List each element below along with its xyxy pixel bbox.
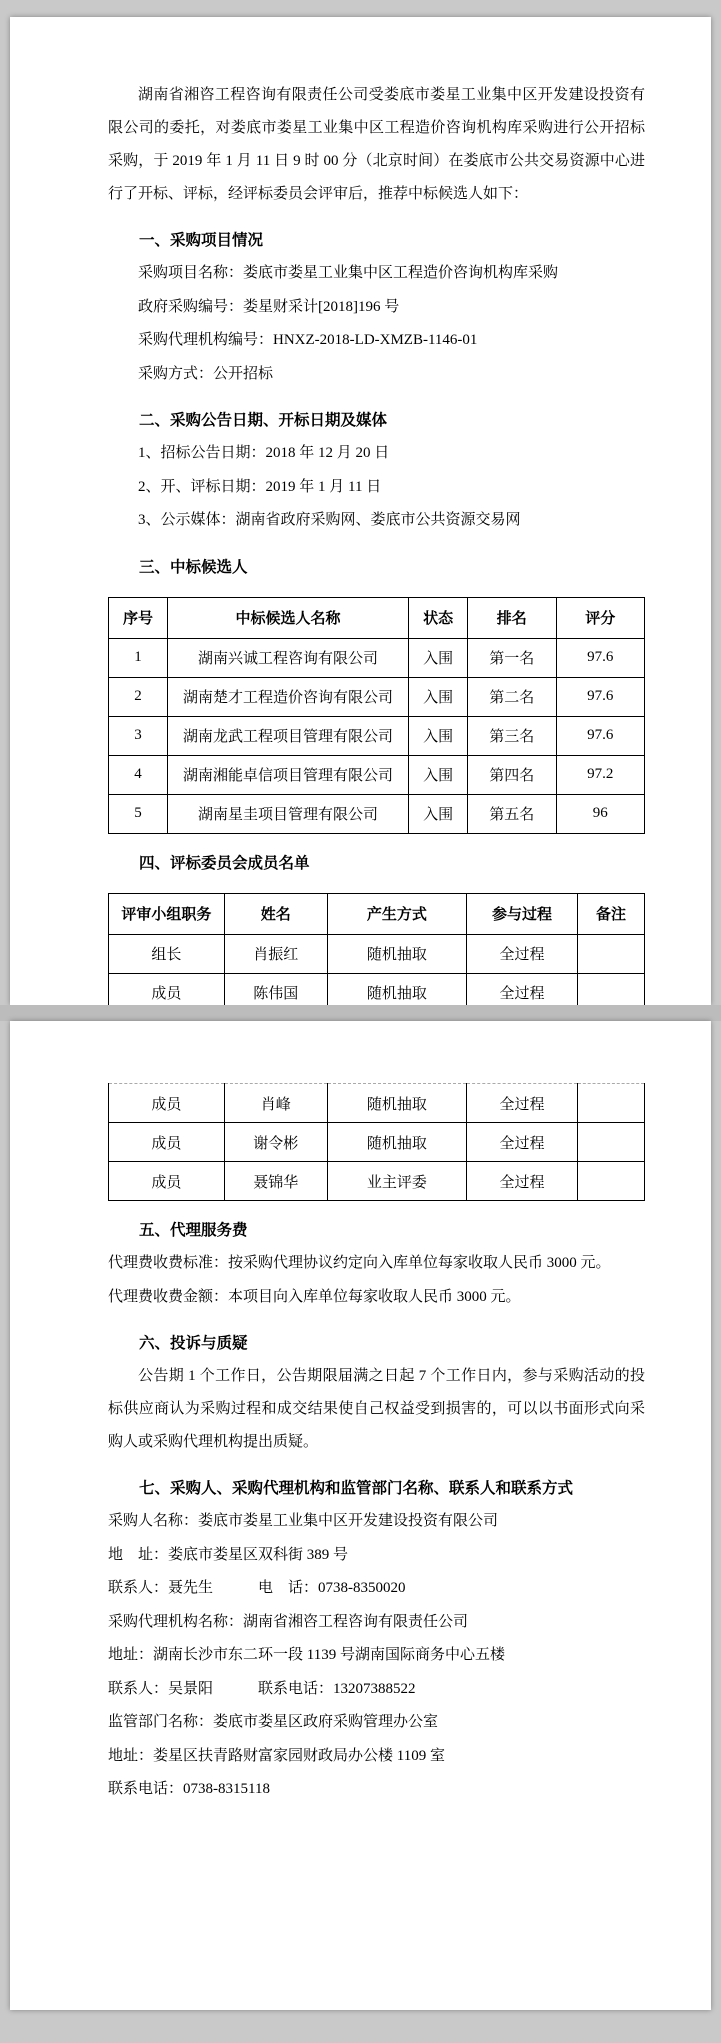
- cell-rank: 第五名: [468, 794, 556, 833]
- candidate-row: [109, 677, 645, 716]
- cell-status: 入围: [409, 638, 468, 677]
- cell-participation: 全过程: [467, 973, 578, 1005]
- cell-role: 成员: [109, 1162, 225, 1201]
- cell-method: 业主评委: [327, 1162, 466, 1201]
- col-header-rank: 排名: [468, 597, 556, 638]
- procurement-method-line: 采购方式：公开招标: [138, 365, 274, 382]
- committee-row: [109, 973, 645, 1005]
- cell-score: 97.6: [556, 638, 644, 677]
- cell-rank: 第一名: [468, 638, 556, 677]
- section-6-heading: 六、投诉与质疑: [139, 1335, 248, 1352]
- announce-date-line: 1、招标公告日期：2018 年 12 月 20 日: [138, 445, 390, 461]
- regulator-address-line: 地址：娄星区扶青路财富家园财政局办公楼 1109 室: [108, 1747, 445, 1764]
- cell-score: 96: [556, 794, 644, 833]
- agency-contact-line: 联系人：吴景阳 联系电话：13207388522: [108, 1680, 416, 1697]
- agency-name-line: 采购代理机构名称：湖南省湘咨工程咨询有限责任公司: [108, 1613, 469, 1630]
- cell-role: 成员: [109, 1123, 225, 1162]
- cell-seq: 3: [109, 716, 168, 755]
- page-2-content: [10, 1021, 711, 1807]
- cell-remark: [577, 1162, 644, 1201]
- cell-rank: 第四名: [468, 755, 556, 794]
- section-2-heading: 二、采购公告日期、开标日期及媒体: [139, 412, 388, 429]
- agency-no-line: 采购代理机构编号：HNXZ-2018-LD-XMZB-1146-01: [138, 332, 478, 348]
- cell-rank: 第二名: [468, 677, 556, 716]
- committee-row: [109, 1123, 645, 1162]
- col-header-name: 姓名: [224, 893, 327, 934]
- purchaser-address-line: 地 址：娄底市娄星区双科街 389 号: [108, 1546, 349, 1563]
- document-page-1: [10, 17, 711, 1005]
- agency-fee-standard-line: 代理费收费标准：按采购代理协议约定向入库单位每家收取人民币 3000 元。: [108, 1255, 611, 1271]
- project-name-line: 采购项目名称：娄底市娄星工业集中区工程造价咨询机构库采购: [138, 265, 559, 281]
- col-header-method: 产生方式: [327, 893, 466, 934]
- cell-rank: 第三名: [468, 716, 556, 755]
- cell-seq: 4: [109, 755, 168, 794]
- cell-method: 随机抽取: [327, 1084, 466, 1123]
- col-header-candidate-name: 中标候选人名称: [167, 597, 408, 638]
- cell-method: 随机抽取: [327, 973, 466, 1005]
- committee-row: [109, 1084, 645, 1123]
- cell-status: 入围: [409, 677, 468, 716]
- cell-name: 聂锦华: [224, 1162, 327, 1201]
- section-4-heading: 四、评标委员会成员名单: [139, 854, 310, 872]
- committee-table-continued: [108, 1083, 645, 1201]
- committee-row: [109, 1162, 645, 1201]
- cell-remark: [577, 973, 644, 1005]
- section-7-heading: 七、采购人、采购代理机构和监管部门名称、联系人和联系方式: [139, 1480, 574, 1497]
- col-header-role: 评审小组职务: [109, 893, 225, 934]
- col-header-status: 状态: [409, 597, 468, 638]
- bid-open-date-line: 2、开、评标日期：2019 年 1 月 11 日: [138, 478, 382, 495]
- cell-seq: 5: [109, 794, 168, 833]
- cell-role: 成员: [109, 973, 225, 1005]
- intro-paragraph: 湖南省湘咨工程咨询有限责任公司受娄底市娄星工业集中区开发建设投资有限公司的委托，对娄底市娄星工业集中区工程造价咨询机构库采购进行公开招标采购，于 2019 年 1 月 11 日 9 时 00 分（北京时间）在娄底市公共交易资源中心进行了开标、评标，经评标委员会评审后，推荐中标候选人如下：: [108, 87, 645, 202]
- cell-candidate-name: 湖南兴诚工程咨询有限公司: [167, 638, 408, 677]
- cell-method: 随机抽取: [327, 1123, 466, 1162]
- media-line: 3、公示媒体：湖南省政府采购网、娄底市公共资源交易网: [138, 512, 521, 528]
- committee-table: [108, 893, 645, 1006]
- document-page-2: [10, 1021, 711, 2010]
- cell-score: 97.2: [556, 755, 644, 794]
- cell-method: 随机抽取: [327, 934, 466, 973]
- document-viewer: [0, 17, 721, 2010]
- cell-candidate-name: 湖南湘能卓信项目管理有限公司: [167, 755, 408, 794]
- candidates-table: [108, 597, 645, 834]
- cell-role: 组长: [109, 934, 225, 973]
- cell-seq: 1: [109, 638, 168, 677]
- page-gap: [0, 1005, 721, 1021]
- cell-role: 成员: [109, 1084, 225, 1123]
- section-3-heading: 三、中标候选人: [139, 558, 248, 576]
- cell-candidate-name: 湖南楚才工程造价咨询有限公司: [167, 677, 408, 716]
- cell-score: 97.6: [556, 716, 644, 755]
- complaint-paragraph: 公告期 1 个工作日，公告期限届满之日起 7 个工作日内，参与采购活动的投标供应商认为采购过程和成交结果使自己权益受到损害的，可以以书面形式向采购人或采购代理机构提出质疑。: [108, 1368, 645, 1450]
- cell-participation: 全过程: [467, 1123, 578, 1162]
- purchaser-name-line: 采购人名称：娄底市娄星工业集中区开发建设投资有限公司: [108, 1513, 499, 1529]
- agency-fee-amount-line: 代理费收费金额：本项目向入库单位每家收取人民币 3000 元。: [108, 1288, 521, 1305]
- cell-remark: [577, 1084, 644, 1123]
- col-header-participation: 参与过程: [467, 893, 578, 934]
- cell-candidate-name: 湖南龙武工程项目管理有限公司: [167, 716, 408, 755]
- cell-name: 陈伟国: [224, 973, 327, 1005]
- col-header-remark: 备注: [577, 893, 644, 934]
- cell-remark: [577, 1123, 644, 1162]
- cell-participation: 全过程: [467, 934, 578, 973]
- regulator-phone-line: 联系电话：0738-8315118: [108, 1781, 270, 1797]
- candidates-header-row: [109, 597, 645, 638]
- col-header-score: 评分: [556, 597, 644, 638]
- candidate-row: [109, 638, 645, 677]
- cell-seq: 2: [109, 677, 168, 716]
- section-5-heading: 五、代理服务费: [139, 1222, 248, 1239]
- cell-name: 肖振红: [224, 934, 327, 973]
- purchaser-contact-line: 联系人：聂先生 电 话：0738-8350020: [108, 1580, 406, 1596]
- candidate-row: [109, 716, 645, 755]
- cell-score: 97.6: [556, 677, 644, 716]
- cell-status: 入围: [409, 755, 468, 794]
- cell-status: 入围: [409, 716, 468, 755]
- committee-header-row: [109, 893, 645, 934]
- cell-name: 谢令彬: [224, 1123, 327, 1162]
- cell-participation: 全过程: [467, 1162, 578, 1201]
- gov-procurement-no-line: 政府采购编号：娄星财采计[2018]196 号: [138, 298, 400, 315]
- committee-row: [109, 934, 645, 973]
- cell-candidate-name: 湖南星圭项目管理有限公司: [167, 794, 408, 833]
- page-1-content: [10, 17, 711, 1005]
- candidate-row: [109, 794, 645, 833]
- agency-address-line: 地址：湖南长沙市东二环一段 1139 号湖南国际商务中心五楼: [108, 1647, 505, 1663]
- cell-remark: [577, 934, 644, 973]
- cell-status: 入围: [409, 794, 468, 833]
- regulator-name-line: 监管部门名称：娄底市娄星区政府采购管理办公室: [108, 1714, 439, 1730]
- candidate-row: [109, 755, 645, 794]
- col-header-seq: 序号: [109, 597, 168, 638]
- cell-participation: 全过程: [467, 1084, 578, 1123]
- cell-name: 肖峰: [224, 1084, 327, 1123]
- section-1-heading: 一、采购项目情况: [139, 232, 264, 249]
